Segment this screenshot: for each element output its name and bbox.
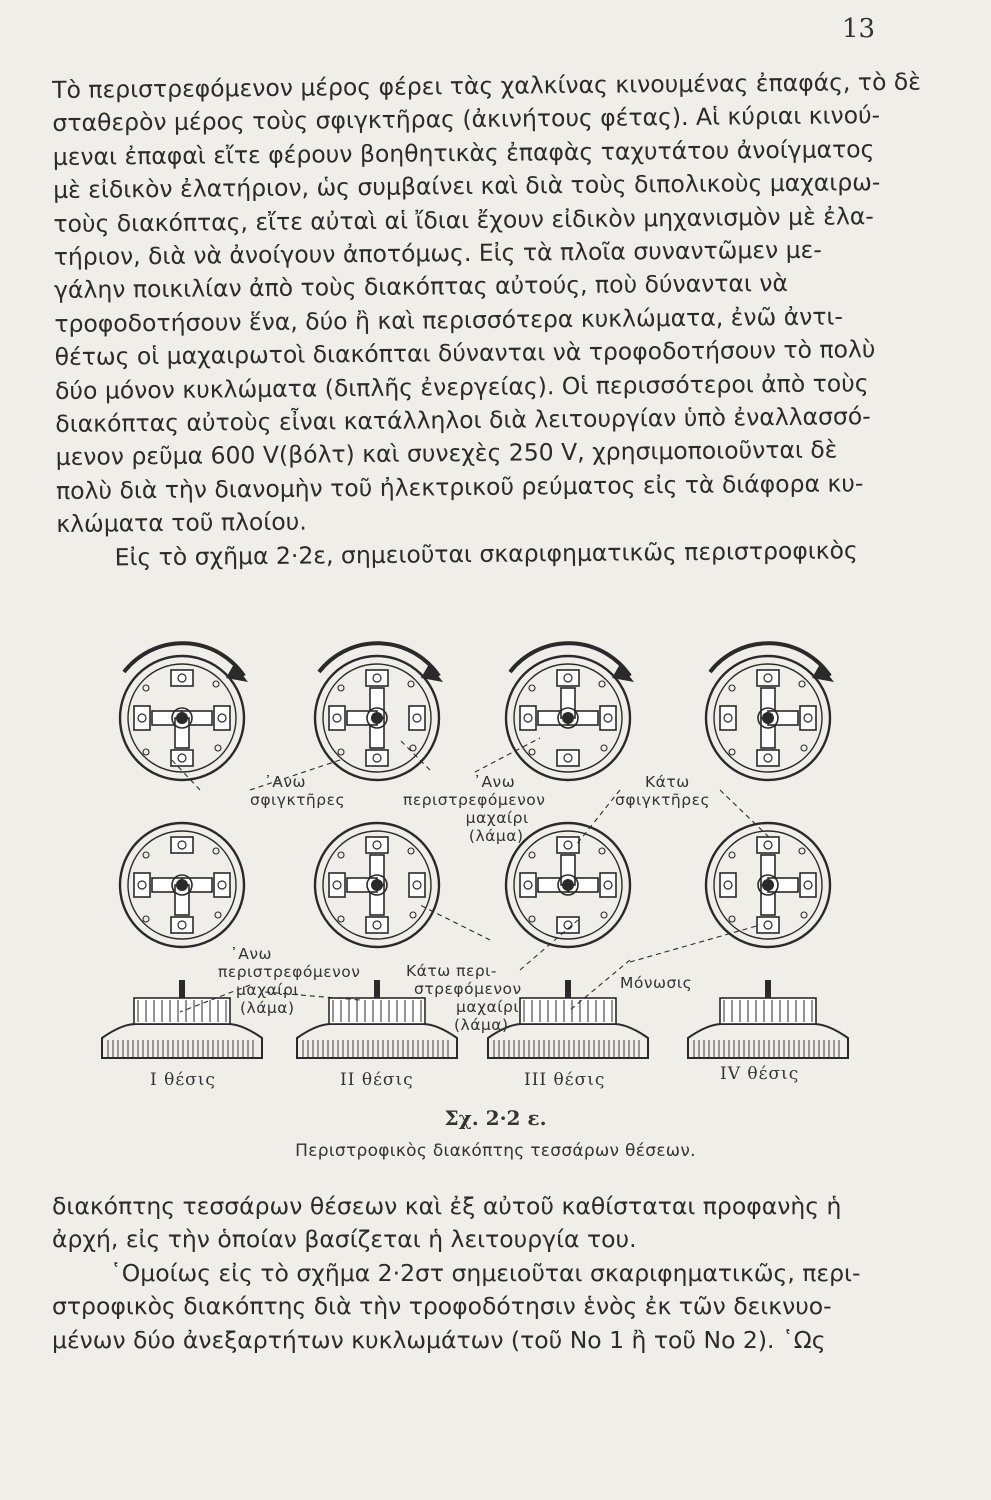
clamp-block	[171, 837, 193, 853]
clamp-block	[366, 917, 388, 933]
text-line: διακόπτας αὐτοὺς εἶναι κατάλληλοι διὰ λειτουργίαν ὑπὸ ἐναλλασσό-	[55, 402, 871, 439]
label-lower-clamps: Κάτω σφιγκτῆρες	[615, 773, 711, 809]
leader-line	[630, 925, 760, 962]
mount-hole	[529, 916, 535, 922]
clamp-block	[720, 706, 736, 730]
hub	[176, 879, 188, 891]
position-label-4: IV θέσις	[720, 1064, 800, 1084]
mount-hole	[410, 745, 416, 751]
mount-hole	[338, 685, 344, 691]
leader-line	[420, 905, 490, 940]
clamp-block	[214, 706, 230, 730]
mount-hole	[801, 912, 807, 918]
text-line: στροφικὸς διακόπτης διὰ τὴν τροφοδότησιν ἑνὸς ἐκ τῶν δεικνυο-	[52, 1292, 832, 1321]
hub	[176, 712, 188, 724]
text-line: σταθερὸν μέρος τοὺς σφιγκτῆρας (ἀκινήτους φέτας). Αἱ κύριαι κινού-	[52, 101, 881, 138]
hub	[371, 879, 383, 891]
switch-shaft	[179, 980, 185, 998]
hub	[762, 712, 774, 724]
mount-hole	[338, 852, 344, 858]
hub	[762, 879, 774, 891]
mount-hole	[529, 749, 535, 755]
clamp-block	[171, 917, 193, 933]
clamp-block	[720, 873, 736, 897]
mount-hole	[729, 852, 735, 858]
mount-hole	[143, 852, 149, 858]
label-insulation: Μόνωσις	[620, 974, 693, 992]
text-line: κλώματα τοῦ πλοίου.	[56, 507, 307, 539]
clamp-block	[757, 670, 779, 686]
paragraph-bottom	[52, 1190, 892, 1357]
clamp-block	[600, 873, 616, 897]
hub	[562, 879, 574, 891]
clamp-block	[557, 750, 579, 766]
mount-hole	[215, 912, 221, 918]
clamp-block	[171, 750, 193, 766]
mount-hole	[599, 848, 605, 854]
switch-shaft	[374, 980, 380, 998]
mount-hole	[338, 749, 344, 755]
text-line: δύο μόνον κυκλώματα (διπλῆς ἐνεργείας). Οἱ περισσότεροι ἀπὸ τοὺς	[54, 368, 869, 405]
leader-line	[720, 790, 772, 840]
clamp-block	[520, 706, 536, 730]
text-line: ἀρχή, εἰς τὴν ὁποίαν βασίζεται ἡ λειτουργία του.	[52, 1225, 637, 1254]
mount-hole	[408, 848, 414, 854]
clamp-block	[557, 837, 579, 853]
clamp-block	[171, 670, 193, 686]
label-upper-clamps: ᾿Ανω σφιγκτῆρες	[250, 773, 346, 809]
hub	[562, 712, 574, 724]
page-number: 13	[842, 14, 876, 44]
mount-hole	[338, 916, 344, 922]
mount-hole	[599, 681, 605, 687]
mount-hole	[213, 848, 219, 854]
text-line: τήριον, διὰ νὰ ἀνοίγουν ἀποτόμως. Εἰς τὰ πλοῖα συναντῶμεν με-	[53, 235, 822, 272]
clamp-block	[757, 837, 779, 853]
mount-hole	[529, 852, 535, 858]
clamp-block	[800, 873, 816, 897]
clamp-block	[409, 873, 425, 897]
mount-hole	[601, 745, 607, 751]
clamp-block	[366, 670, 388, 686]
mount-hole	[601, 912, 607, 918]
clamp-block	[757, 917, 779, 933]
mount-hole	[143, 685, 149, 691]
clamp-block	[800, 706, 816, 730]
mount-hole	[215, 745, 221, 751]
clamp-block	[757, 750, 779, 766]
clamp-block	[329, 706, 345, 730]
text-line: Τὸ περιστρεφόμενον μέρος φέρει τὰς χαλκίνας κινουμένας ἐπαφάς, τὸ δὲ	[52, 67, 922, 104]
switch-shaft	[565, 980, 571, 998]
mount-hole	[801, 745, 807, 751]
clamp-block	[409, 706, 425, 730]
text-line: θέτως οἱ μαχαιρωτοὶ διακόπται δύνανται νὰ τροφοδοτήσουν τὸ πολὺ	[54, 335, 876, 372]
leader-line	[576, 790, 620, 845]
clamp-block	[557, 670, 579, 686]
clamp-block	[134, 706, 150, 730]
mount-hole	[410, 912, 416, 918]
text-line: τροφοδοτήσουν ἕνα, δύο ἢ καὶ περισσότερα κυκλώματα, ἐνῶ ἀντι-	[54, 302, 843, 338]
mount-hole	[143, 749, 149, 755]
hub	[371, 712, 383, 724]
position-label-2: II θέσις	[340, 1070, 414, 1090]
clamp-block	[557, 917, 579, 933]
side-view-switch-body	[520, 998, 616, 1024]
mount-hole	[213, 681, 219, 687]
clamp-block	[214, 873, 230, 897]
mount-hole	[729, 749, 735, 755]
position-label-3: III θέσις	[524, 1070, 606, 1090]
mount-hole	[799, 848, 805, 854]
text-line: μένων δύο ἀνεξαρτήτων κυκλωμάτων (τοῦ Νο 1 ἢ τοῦ Νο 2). ῾Ως	[52, 1325, 826, 1354]
text-line: μεναι ἐπαφαὶ εἴτε φέρουν βοηθητικὰς ἐπαφὰς ταχυτάτου ἀνοίγματος	[52, 134, 875, 171]
text-line: γάλην ποικιλίαν ἀπὸ τοὺς διακόπτας αὐτούς, ποὺ δύνανται νὰ	[53, 269, 789, 305]
mount-hole	[143, 916, 149, 922]
mount-hole	[529, 685, 535, 691]
mount-hole	[729, 916, 735, 922]
figure-caption-number: Σχ. 2·2 ε.	[444, 1106, 547, 1130]
text-line: ῾Ομοίως εἰς τὸ σχῆμα 2·2στ σημειοῦται σκαριφηματικῶς, περι-	[110, 1258, 861, 1287]
text-line: μὲ εἰδικὸν ἐλατήριον, ὡς συμβαίνει καὶ διὰ τοὺς διπολικοὺς μαχαιρω-	[52, 168, 881, 205]
mount-hole	[729, 685, 735, 691]
clamp-block	[366, 837, 388, 853]
paragraph-top	[52, 66, 922, 575]
switch-shaft	[765, 980, 771, 998]
clamp-block	[134, 873, 150, 897]
figure-caption-text: Περιστροφικὸς διακόπτης τεσσάρων θέσεων.	[295, 1141, 696, 1161]
text-line: τοὺς διακόπτας, εἴτε αὐταὶ αἱ ἴδιαι ἔχουν εἰδικὸν μηχανισμὸν μὲ ἐλα-	[53, 201, 874, 238]
side-view-switch-body	[720, 998, 816, 1024]
clamp-block	[366, 750, 388, 766]
leader-line	[520, 920, 578, 970]
text-line: Εἰς τὸ σχῆμα 2·2ε, σημειοῦται σκαριφηματικῶς περιστροφικὸς	[114, 535, 858, 572]
position-label-1: I θέσις	[150, 1070, 216, 1090]
label-upper-rotating-blade-top: ᾿Ανω περιστρεφόμενον μαχαίρι (λάμα)	[403, 773, 546, 845]
text-line: πολὺ διὰ τὴν διανομὴν τοῦ ἠλεκτρικοῦ ρεύματος εἰς τὰ διάφορα κυ-	[55, 469, 864, 505]
text-line: μενον ρεῦμα 600 V(βόλτ) καὶ συνεχὲς 250 V, χρησιμοποιοῦνται δὲ	[55, 435, 838, 472]
clamp-block	[520, 873, 536, 897]
clamp-block	[600, 706, 616, 730]
label-upper-rotating-blade-bottom: ᾿Ανω περιστρεφόμενον μαχαίρι (λάμα)	[218, 945, 361, 1017]
mount-hole	[408, 681, 414, 687]
clamp-block	[329, 873, 345, 897]
text-line: διακόπτης τεσσάρων θέσεων καὶ ἐξ αὐτοῦ καθίσταται προφανὴς ἡ	[52, 1192, 842, 1220]
label-lower-rotating-blade: Κάτω περι- στρεφόμενον μαχαίρι (λάμα)	[406, 962, 522, 1034]
figure-rotary-switch	[100, 640, 880, 1100]
mount-hole	[799, 681, 805, 687]
